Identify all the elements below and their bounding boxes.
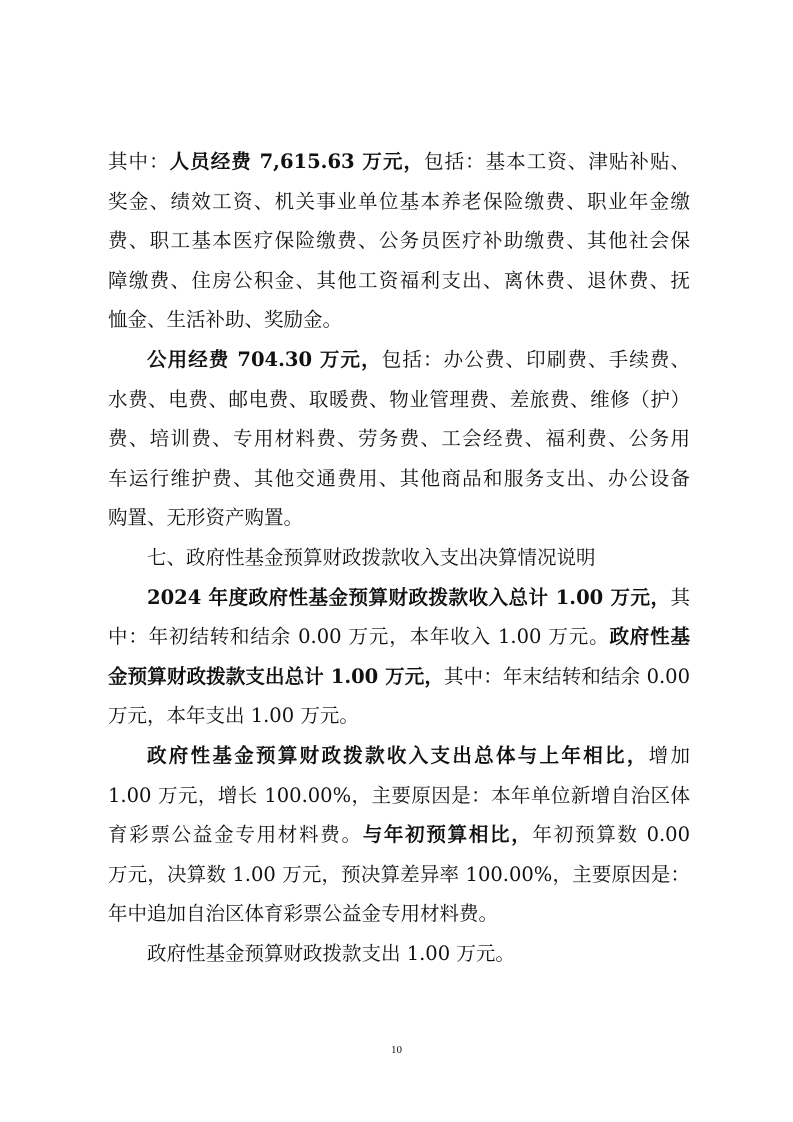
text-line — [108, 741, 690, 781]
text-line — [108, 305, 690, 345]
text-line — [108, 781, 690, 821]
text-line — [108, 345, 690, 385]
text-run: 恤金、生活补助、奖励金。 — [108, 308, 343, 332]
fund-comparison-paragraph — [108, 741, 690, 939]
text-run: 1.00 万元，增长 100.00%，主要原因是：本年单位新增自治区体 — [108, 783, 690, 807]
text-run: 其中： — [108, 150, 170, 173]
text-run: 万元，本年支出 1.00 万元。 — [108, 704, 359, 728]
bold-text: 人员经费 7,615.63 万元， — [169, 150, 425, 173]
text-run: 包括：基本工资、津贴补贴、 — [424, 150, 690, 173]
text-line — [108, 187, 690, 227]
text-run: 车运行维护费、其他交通费用、其他商品和服务支出、办公设备 — [108, 466, 690, 490]
text-line — [108, 226, 690, 266]
fund-totals-paragraph — [108, 583, 690, 741]
text-run: 万元，决算数 1.00 万元，预决算差异率 100.00%，主要原因是： — [108, 862, 690, 886]
public-expenses-paragraph — [108, 345, 690, 543]
text-run: 费、职工基本医疗保险缴费、公务员医疗补助缴费、其他社会保 — [108, 229, 690, 253]
text-run: 障缴费、住房公积金、其他工资福利支出、离休费、退休费、抚 — [108, 268, 690, 292]
text-run: 政府性基金预算财政拨款支出 1.00 万元。 — [147, 941, 515, 965]
text-line — [108, 701, 690, 741]
bold-text: 与年初预算相比， — [362, 823, 533, 847]
text-run: 费、培训费、专用材料费、劳务费、工会经费、福利费、公务用 — [108, 427, 690, 451]
text-line — [108, 424, 690, 464]
text-line — [108, 385, 690, 425]
bold-text: 政府性基金预算财政拨款收入支出总体与上年相比， — [147, 743, 649, 767]
text-line — [108, 147, 690, 187]
text-line — [108, 860, 690, 900]
text-run: 年中追加自治区体育彩票公益金专用材料费。 — [108, 902, 499, 926]
text-run: 水费、电费、邮电费、取暖费、物业管理费、差旅费、维修（护） — [108, 387, 690, 411]
text-line — [108, 503, 690, 543]
text-run: 增加 — [648, 743, 690, 767]
text-line — [108, 662, 690, 702]
text-line — [108, 899, 690, 939]
fund-expenditure-paragraph — [108, 939, 690, 979]
personnel-expenses-paragraph — [108, 147, 690, 345]
text-run: 其中：年末结转和结余 0.00 — [444, 664, 690, 688]
text-run: 包括：办公费、印刷费、手续费、 — [381, 347, 690, 371]
bold-text: 公用经费 704.30 万元， — [147, 347, 382, 371]
text-line — [108, 939, 690, 979]
section-heading — [108, 543, 690, 583]
text-line — [108, 464, 690, 504]
bold-text: 政府性基 — [609, 625, 690, 649]
bold-text: 金预算财政拨款支出总计 1.00 万元， — [108, 664, 445, 688]
bold-text: 2024 年度政府性基金预算财政拨款收入总计 1.00 万元， — [147, 585, 671, 609]
document-body — [108, 147, 690, 978]
text-run: 奖金、绩效工资、机关事业单位基本养老保险缴费、职业年金缴 — [108, 189, 690, 213]
text-run: 年初预算数 0.00 — [532, 823, 690, 847]
text-line — [108, 266, 690, 306]
text-line — [108, 820, 690, 860]
text-run: 育彩票公益金专用材料费。 — [108, 823, 363, 847]
text-run: 购置、无形资产购置。 — [108, 506, 304, 530]
text-line — [108, 622, 690, 662]
page-number: 10 — [391, 1044, 402, 1056]
text-line — [108, 543, 690, 583]
text-line — [108, 583, 690, 623]
text-run: 中：年初结转和结余 0.00 万元，本年收入 1.00 万元。 — [108, 625, 610, 649]
text-run: 其 — [670, 585, 690, 609]
text-run: 七、政府性基金预算财政拨款收入支出决算情况说明 — [147, 545, 596, 569]
